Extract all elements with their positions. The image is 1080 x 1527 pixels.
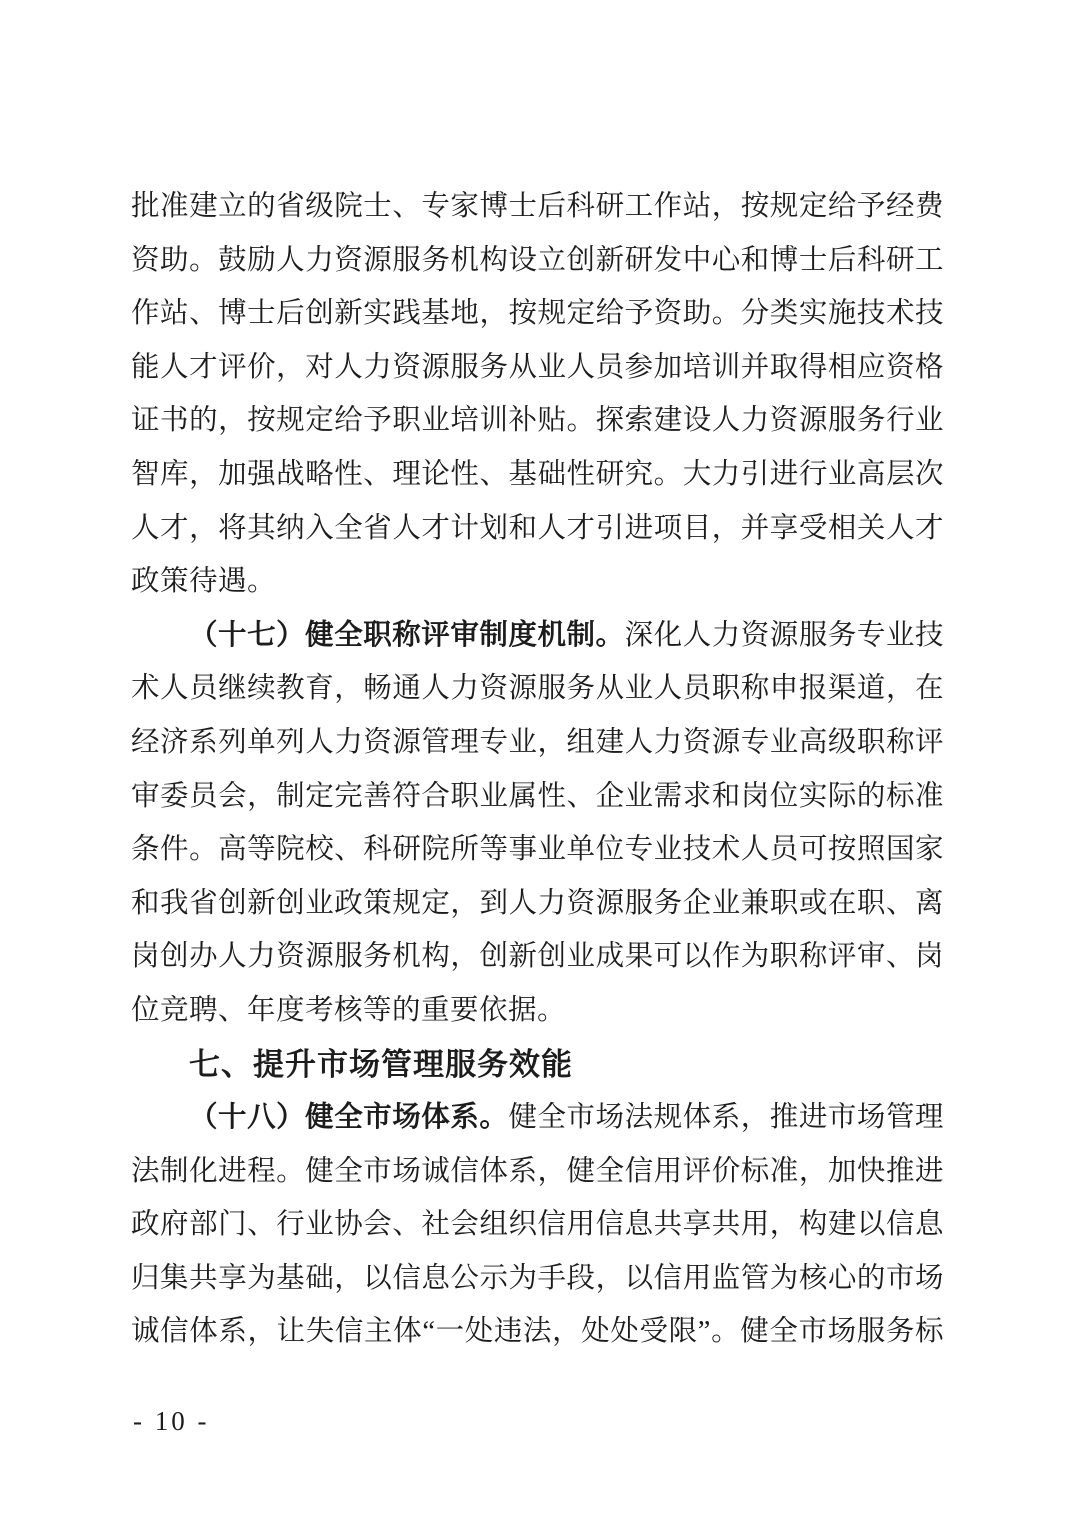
text-line: 诚信体系，让失信主体“一处违法，处处受限”。健全市场服务标	[131, 1316, 944, 1348]
text-line: 证书的，按规定给予职业培训补贴。探索建设人力资源服务行业	[131, 405, 944, 437]
text-line: 能人才评价，对人力资源服务从业人员参加培训并取得相应资格	[131, 351, 944, 383]
text-line: 资助。鼓励人力资源服务机构设立创新研发中心和博士后科研工	[131, 244, 944, 276]
paragraph-lead: （十七）健全职称评审制度机制。	[189, 619, 625, 651]
section-heading: 七、提升市场管理服务效能	[189, 1046, 573, 1082]
text-line: 术人员继续教育，畅通人力资源服务从业人员职称申报渠道，在	[131, 673, 944, 705]
text-line: 和我省创新创业政策规定，到人力资源服务企业兼职或在职、离	[131, 887, 944, 919]
text-line: 归集共享为基础，以信息公示为手段，以信用监管为核心的市场	[131, 1262, 944, 1294]
text-line: 法制化进程。健全市场诚信体系，健全信用评价标准，加快推进	[131, 1155, 944, 1187]
text-line: 批准建立的省级院士、专家博士后科研工作站，按规定给予经费	[131, 191, 944, 222]
text-line: 位竞聘、年度考核等的重要依据。	[131, 994, 567, 1026]
text-line: 政策待遇。	[131, 566, 277, 598]
paragraph-lead: （十八）健全市场体系。	[189, 1102, 509, 1134]
paragraph-lead-rest: 深化人力资源服务专业技	[624, 619, 944, 651]
text-line: 智库，加强战略性、理论性、基础性研究。大力引进行业高层次	[131, 458, 944, 490]
text-line: 条件。高等院校、科研院所等事业单位专业技术人员可按照国家	[131, 834, 944, 866]
text-line	[131, 609, 944, 663]
paragraph-lead-rest: 健全市场法规体系，推进市场管理	[508, 1102, 944, 1134]
document-body	[131, 180, 944, 1359]
text-line: 经济系列单列人力资源管理专业，组建人力资源专业高级职称评	[131, 726, 944, 758]
text-line: 政府部门、行业协会、社会组织信用信息共享共用，构建以信息	[131, 1209, 944, 1241]
page-number: - 10 -	[133, 1406, 210, 1436]
text-line	[131, 1091, 944, 1145]
text-line: 作站、博士后创新实践基地，按规定给予资助。分类实施技术技	[131, 298, 944, 330]
text-line: 人才，将其纳入全省人才计划和人才引进项目，并享受相关人才	[131, 512, 944, 544]
text-line: 审委员会，制定完善符合职业属性、企业需求和岗位实际的标准	[131, 780, 944, 812]
text-line: 岗创办人力资源服务机构，创新创业成果可以作为职称评审、岗	[131, 941, 944, 973]
